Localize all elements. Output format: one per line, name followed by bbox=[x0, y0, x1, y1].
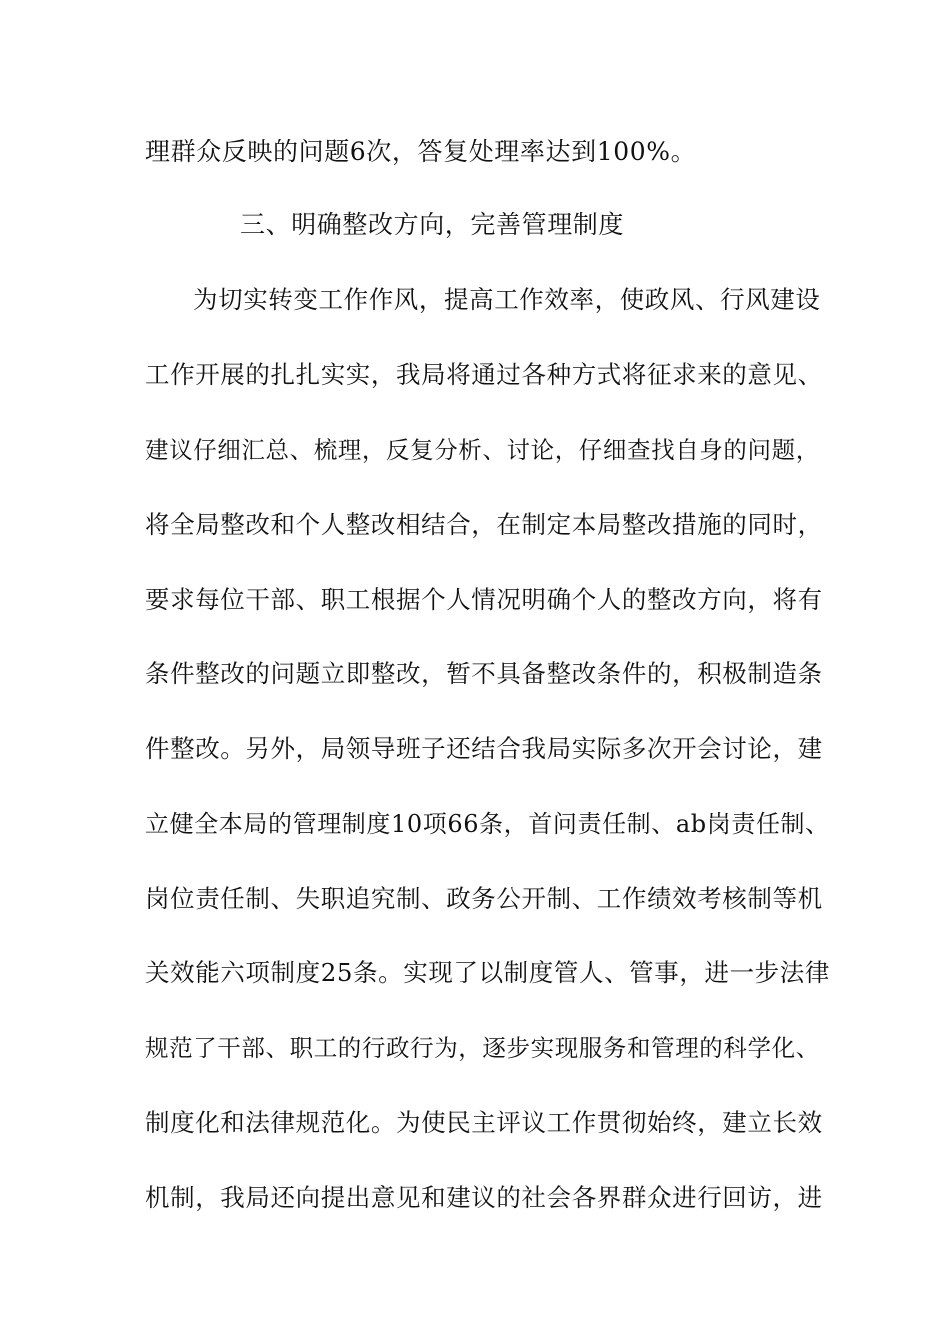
text-line-12: 关效能六项制度25条。实现了以制度管人、管事，进一步法律 bbox=[145, 958, 830, 987]
text-line-10: 立健全本局的管理制度10项66条，首问责任制、ab岗责任制、 bbox=[145, 810, 830, 838]
text-line-4: 工作开展的扎扎实实，我局将通过各种方式将征求来的意见、 bbox=[145, 360, 823, 389]
text-line-11: 岗位责任制、失职追究制、政务公开制、工作绩效考核制等机 bbox=[145, 884, 823, 913]
text-line-7: 要求每位干部、职工根据个人情况明确个人的整改方向，将有 bbox=[145, 585, 823, 614]
text-line-13: 规范了干部、职工的行政行为，逐步实现服务和管理的科学化、 bbox=[145, 1034, 820, 1062]
text-line-6: 将全局整改和个人整改相结合，在制定本局整改措施的同时， bbox=[145, 510, 823, 539]
text-line-14: 制度化和法律规范化。为使民主评议工作贯彻始终，建立长效 bbox=[145, 1108, 823, 1137]
text-line-9: 件整改。另外，局领导班子还结合我局实际多次开会讨论，建 bbox=[145, 734, 823, 763]
text-line-8: 条件整改的问题立即整改，暂不具备整改条件的，积极制造条 bbox=[145, 659, 823, 688]
text-line-1: 理群众反映的问题6次，答复处理率达到100%。 bbox=[145, 137, 697, 166]
section-heading: 三、明确整改方向，完善管理制度 bbox=[240, 210, 625, 239]
text-line-5: 建议仔细汇总、梳理，反复分析、讨论，仔细查找自身的问题， bbox=[145, 436, 820, 464]
text-line-15: 机制，我局还向提出意见和建议的社会各界群众进行回访，进 bbox=[145, 1183, 823, 1212]
paragraph-first-line: 为切实转变工作作风，提高工作效率，使政风、行风建设 bbox=[193, 285, 821, 314]
